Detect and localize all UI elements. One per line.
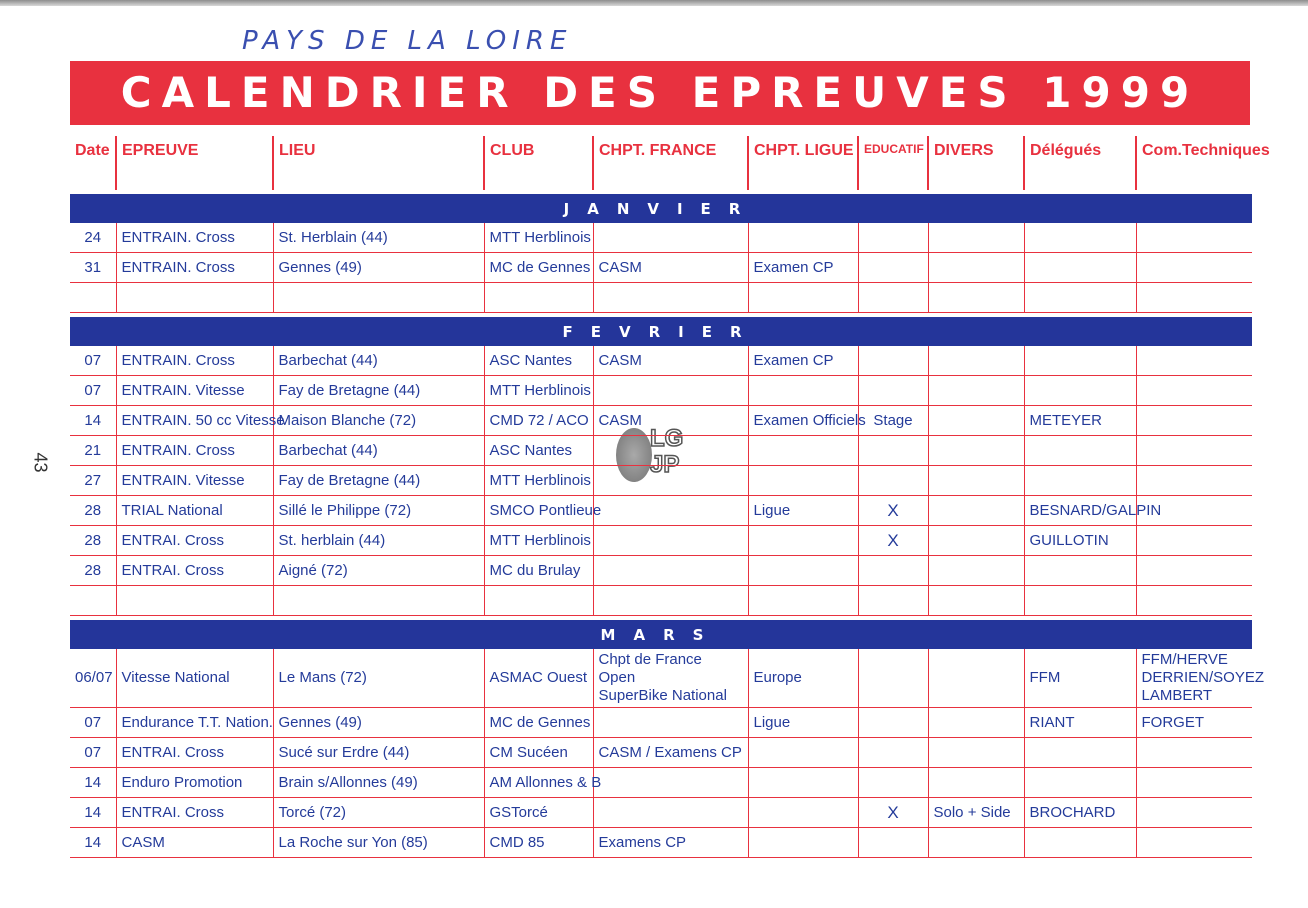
- handwritten-region-note: PAYS DE LA LOIRE: [242, 26, 573, 56]
- table-row: [70, 496, 1252, 526]
- cell-divers: [928, 586, 1024, 616]
- cell-chpt-ligue: Ligue: [748, 496, 858, 526]
- cell-com-techniques: [1136, 376, 1252, 406]
- cell-divers: [928, 496, 1024, 526]
- cell-divers: [928, 708, 1024, 738]
- cell-chpt-france: CASM / Examens CP: [593, 738, 748, 768]
- cell-chpt-france: [593, 708, 748, 738]
- cell-chpt-france: [593, 798, 748, 828]
- cell-educatif: Stage: [858, 406, 928, 436]
- cell-chpt-ligue: [748, 556, 858, 586]
- cell-club: CMD 85: [484, 828, 593, 858]
- cell-chpt-ligue: [748, 798, 858, 828]
- header-date: Date: [75, 142, 110, 159]
- table-row: [70, 283, 1252, 313]
- header-row: [70, 136, 1252, 190]
- cell-chpt-ligue: [748, 466, 858, 496]
- cell-line: FFM/HERVE: [1141, 651, 1228, 668]
- header-delegues: Délégués: [1024, 136, 1136, 190]
- cell-educatif: [858, 708, 928, 738]
- cell-com-techniques: [1136, 223, 1252, 253]
- cell-club: MTT Herblinois: [484, 376, 593, 406]
- cell-educatif: X: [858, 496, 928, 526]
- table-row: [70, 526, 1252, 556]
- cell-educatif: [858, 346, 928, 376]
- cell-divers: [928, 436, 1024, 466]
- page-number: 43: [30, 452, 51, 473]
- table-row: [70, 738, 1252, 768]
- cell-chpt-ligue: [748, 768, 858, 798]
- header-club: CLUB: [484, 136, 593, 190]
- cell-lieu: Aigné (72): [273, 556, 484, 586]
- cell-com-techniques: [1136, 586, 1252, 616]
- cell-club: [484, 586, 593, 616]
- cell-epreuve: ENTRAIN. 50 cc Vitesse: [116, 406, 273, 436]
- cell-chpt-ligue: Europe: [748, 649, 858, 708]
- cell-date: [70, 586, 116, 616]
- cell-lieu: Torcé (72): [273, 798, 484, 828]
- cell-divers: Solo + Side: [928, 798, 1024, 828]
- cell-chpt-ligue: [748, 586, 858, 616]
- cell-lieu: [273, 283, 484, 313]
- cell-club: AM Allonnes & B: [484, 768, 593, 798]
- header-chpt-ligue: CHPT. LIGUE: [748, 136, 858, 190]
- cell-lieu: [273, 586, 484, 616]
- cell-chpt-france: CASM: [593, 253, 748, 283]
- cell-epreuve: ENTRAIN. Cross: [116, 346, 273, 376]
- cell-date: 21: [70, 436, 116, 466]
- cell-date: 07: [70, 376, 116, 406]
- watermark-letters-bottom: JP: [650, 451, 680, 478]
- cell-date: 14: [70, 798, 116, 828]
- cell-delegues: METEYER: [1024, 406, 1136, 436]
- header-educatif: EDUCATIF: [858, 136, 928, 190]
- cell-chpt-france: [593, 526, 748, 556]
- cell-com-techniques: [1136, 406, 1252, 436]
- cell-lieu: St. herblain (44): [273, 526, 484, 556]
- cell-date: 06/07: [70, 649, 116, 708]
- cell-delegues: [1024, 738, 1136, 768]
- cell-date: 31: [70, 253, 116, 283]
- cell-epreuve: ENTRAI. Cross: [116, 556, 273, 586]
- cell-club: ASC Nantes: [484, 436, 593, 466]
- cell-delegues: BESNARD/GALPIN: [1024, 496, 1136, 526]
- cell-lieu: Le Mans (72): [273, 649, 484, 708]
- cell-club: MC de Gennes: [484, 253, 593, 283]
- month-header-row: [70, 317, 1252, 346]
- table-row: [70, 376, 1252, 406]
- cell-line: Chpt de France Open: [598, 651, 702, 686]
- cell-delegues: [1024, 376, 1136, 406]
- cell-educatif: [858, 466, 928, 496]
- cell-com-techniques: [1136, 253, 1252, 283]
- table-row: [70, 828, 1252, 858]
- table-row: [70, 406, 1252, 436]
- cell-club: GSTorcé: [484, 798, 593, 828]
- cell-lieu: Sillé le Philippe (72): [273, 496, 484, 526]
- cell-chpt-ligue: Examen CP: [748, 253, 858, 283]
- cell-delegues: [1024, 768, 1136, 798]
- cell-educatif: [858, 436, 928, 466]
- cell-line: LAMBERT: [1141, 687, 1213, 704]
- cell-com-techniques: FORGET: [1136, 708, 1252, 738]
- table-row: [70, 253, 1252, 283]
- cell-chpt-france: [593, 436, 748, 466]
- cell-club: CMD 72 / ACO: [484, 406, 593, 436]
- cell-club: [484, 283, 593, 313]
- table-row: [70, 466, 1252, 496]
- cell-divers: [928, 376, 1024, 406]
- cell-divers: [928, 556, 1024, 586]
- cell-com-techniques: [1136, 768, 1252, 798]
- cell-chpt-ligue: Examen Officiels: [748, 406, 858, 436]
- cell-chpt-france: [593, 649, 748, 708]
- cell-educatif: [858, 768, 928, 798]
- cell-date: 14: [70, 768, 116, 798]
- cell-date: [70, 283, 116, 313]
- cell-delegues: RIANT: [1024, 708, 1136, 738]
- cell-divers: [928, 649, 1024, 708]
- cell-club: MTT Herblinois: [484, 466, 593, 496]
- cell-delegues: [1024, 436, 1136, 466]
- table-row: [70, 586, 1252, 616]
- cell-divers: [928, 223, 1024, 253]
- calendar-body: [70, 190, 1265, 858]
- cell-com-techniques: [1136, 828, 1252, 858]
- cell-date: 14: [70, 828, 116, 858]
- header-lieu: LIEU: [273, 136, 484, 190]
- cell-chpt-france: Examens CP: [593, 828, 748, 858]
- cell-club: MTT Herblinois: [484, 526, 593, 556]
- cell-club: CM Sucéen: [484, 738, 593, 768]
- cell-club: MC de Gennes: [484, 708, 593, 738]
- cell-com-techniques: [1136, 738, 1252, 768]
- cell-chpt-france: [593, 556, 748, 586]
- cell-delegues: BROCHARD: [1024, 798, 1136, 828]
- header-chpt-france: CHPT. FRANCE: [593, 136, 748, 190]
- cell-epreuve: ENTRAI. Cross: [116, 738, 273, 768]
- cell-divers: [928, 526, 1024, 556]
- cell-epreuve: ENTRAI. Cross: [116, 526, 273, 556]
- cell-epreuve: ENTRAIN. Vitesse: [116, 466, 273, 496]
- table-row: [70, 649, 1252, 708]
- cell-delegues: [1024, 466, 1136, 496]
- event-calendar-table: [70, 136, 1270, 858]
- cell-date: 07: [70, 708, 116, 738]
- cell-epreuve: Enduro Promotion: [116, 768, 273, 798]
- cell-chpt-ligue: [748, 526, 858, 556]
- cell-epreuve: ENTRAIN. Cross: [116, 223, 273, 253]
- cell-com-techniques: [1136, 436, 1252, 466]
- table-row: [70, 768, 1252, 798]
- cell-educatif: [858, 556, 928, 586]
- cell-divers: [928, 283, 1024, 313]
- table-row: [70, 223, 1252, 253]
- cell-educatif: X: [858, 526, 928, 556]
- cell-delegues: FFM: [1024, 649, 1136, 708]
- cell-epreuve: ENTRAIN. Cross: [116, 253, 273, 283]
- cell-educatif: [858, 223, 928, 253]
- cell-chpt-france: [593, 283, 748, 313]
- cell-divers: [928, 346, 1024, 376]
- cell-educatif: [858, 738, 928, 768]
- cell-chpt-france: CASM: [593, 406, 748, 436]
- cell-lieu: Maison Blanche (72): [273, 406, 484, 436]
- header-divers: DIVERS: [928, 136, 1024, 190]
- cell-educatif: [858, 828, 928, 858]
- cell-epreuve: Vitesse National: [116, 649, 273, 708]
- cell-chpt-france: [593, 376, 748, 406]
- table-row: [70, 798, 1252, 828]
- cell-lieu: Brain s/Allonnes (49): [273, 768, 484, 798]
- calendar-title-banner: CALENDRIER DES EPREUVES 1999: [70, 61, 1250, 125]
- cell-com-techniques: [1136, 649, 1265, 708]
- cell-divers: [928, 466, 1024, 496]
- month-name: MARS: [70, 620, 1252, 649]
- month-name: JANVIER: [70, 194, 1252, 223]
- cell-lieu: La Roche sur Yon (85): [273, 828, 484, 858]
- cell-date: 07: [70, 346, 116, 376]
- cell-chpt-france: CASM: [593, 346, 748, 376]
- cell-educatif: [858, 253, 928, 283]
- cell-lieu: St. Herblain (44): [273, 223, 484, 253]
- cell-delegues: [1024, 283, 1136, 313]
- cell-divers: [928, 768, 1024, 798]
- cell-epreuve: [116, 283, 273, 313]
- cell-divers: [928, 253, 1024, 283]
- cell-educatif: [858, 649, 928, 708]
- cell-chpt-ligue: [748, 376, 858, 406]
- cell-chpt-ligue: [748, 283, 858, 313]
- cell-date: 24: [70, 223, 116, 253]
- header-epreuve: EPREUVE: [116, 136, 273, 190]
- cell-divers: [928, 828, 1024, 858]
- cell-date: 14: [70, 406, 116, 436]
- cell-lieu: Fay de Bretagne (44): [273, 466, 484, 496]
- cell-divers: [928, 738, 1024, 768]
- cell-delegues: [1024, 223, 1136, 253]
- month-name: FEVRIER: [70, 317, 1252, 346]
- cell-delegues: GUILLOTIN: [1024, 526, 1136, 556]
- cell-club: MTT Herblinois: [484, 223, 593, 253]
- torn-paper-edge: [0, 0, 1308, 6]
- cell-epreuve: Endurance T.T. Nation.: [116, 708, 273, 738]
- cell-chpt-ligue: [748, 223, 858, 253]
- cell-chpt-ligue: [748, 436, 858, 466]
- cell-educatif: X: [858, 798, 928, 828]
- cell-date: 28: [70, 526, 116, 556]
- cell-delegues: [1024, 828, 1136, 858]
- cell-club: ASC Nantes: [484, 346, 593, 376]
- cell-lieu: Fay de Bretagne (44): [273, 376, 484, 406]
- cell-delegues: [1024, 253, 1136, 283]
- cell-epreuve: TRIAL National: [116, 496, 273, 526]
- cell-club: ASMAC Ouest: [484, 649, 593, 708]
- cell-educatif: [858, 376, 928, 406]
- table-row: [70, 436, 1252, 466]
- cell-club: MC du Brulay: [484, 556, 593, 586]
- cell-com-techniques: [1136, 283, 1252, 313]
- cell-epreuve: ENTRAIN. Cross: [116, 436, 273, 466]
- cell-divers: [928, 406, 1024, 436]
- cell-date: 27: [70, 466, 116, 496]
- cell-chpt-ligue: [748, 738, 858, 768]
- cell-epreuve: CASM: [116, 828, 273, 858]
- cell-com-techniques: [1136, 466, 1252, 496]
- cell-club: SMCO Pontlieue: [484, 496, 593, 526]
- cell-epreuve: ENTRAIN. Vitesse: [116, 376, 273, 406]
- cell-epreuve: [116, 586, 273, 616]
- cell-delegues: [1024, 346, 1136, 376]
- cell-lieu: Sucé sur Erdre (44): [273, 738, 484, 768]
- cell-date: 28: [70, 556, 116, 586]
- month-header-row: [70, 620, 1252, 649]
- cell-chpt-ligue: [748, 828, 858, 858]
- cell-chpt-france: [593, 496, 748, 526]
- cell-chpt-france: [593, 586, 748, 616]
- cell-date: 07: [70, 738, 116, 768]
- cell-educatif: [858, 586, 928, 616]
- cell-com-techniques: [1136, 556, 1252, 586]
- cell-line: DERRIEN/SOYEZ: [1141, 669, 1265, 686]
- month-header-row: [70, 194, 1252, 223]
- cell-delegues: [1024, 556, 1136, 586]
- cell-com-techniques: [1136, 798, 1252, 828]
- cell-chpt-france: [593, 223, 748, 253]
- cell-epreuve: ENTRAI. Cross: [116, 798, 273, 828]
- cell-date: 28: [70, 496, 116, 526]
- header-com-techniques: Com.Techniques: [1136, 136, 1252, 190]
- cell-delegues: [1024, 586, 1136, 616]
- table-row: [70, 556, 1252, 586]
- table-row: [70, 708, 1252, 738]
- watermark-letters-top: LG: [650, 425, 684, 452]
- cell-lieu: Gennes (49): [273, 708, 484, 738]
- cell-chpt-france: [593, 768, 748, 798]
- cell-chpt-ligue: Examen CP: [748, 346, 858, 376]
- cell-com-techniques: [1136, 526, 1252, 556]
- cell-lieu: Gennes (49): [273, 253, 484, 283]
- cell-com-techniques: [1136, 346, 1252, 376]
- cell-line: SuperBike National: [598, 687, 727, 704]
- cell-lieu: Barbechat (44): [273, 436, 484, 466]
- cell-chpt-ligue: Ligue: [748, 708, 858, 738]
- table-row: [70, 346, 1252, 376]
- cell-educatif: [858, 283, 928, 313]
- cell-chpt-france: [593, 466, 748, 496]
- cell-lieu: Barbechat (44): [273, 346, 484, 376]
